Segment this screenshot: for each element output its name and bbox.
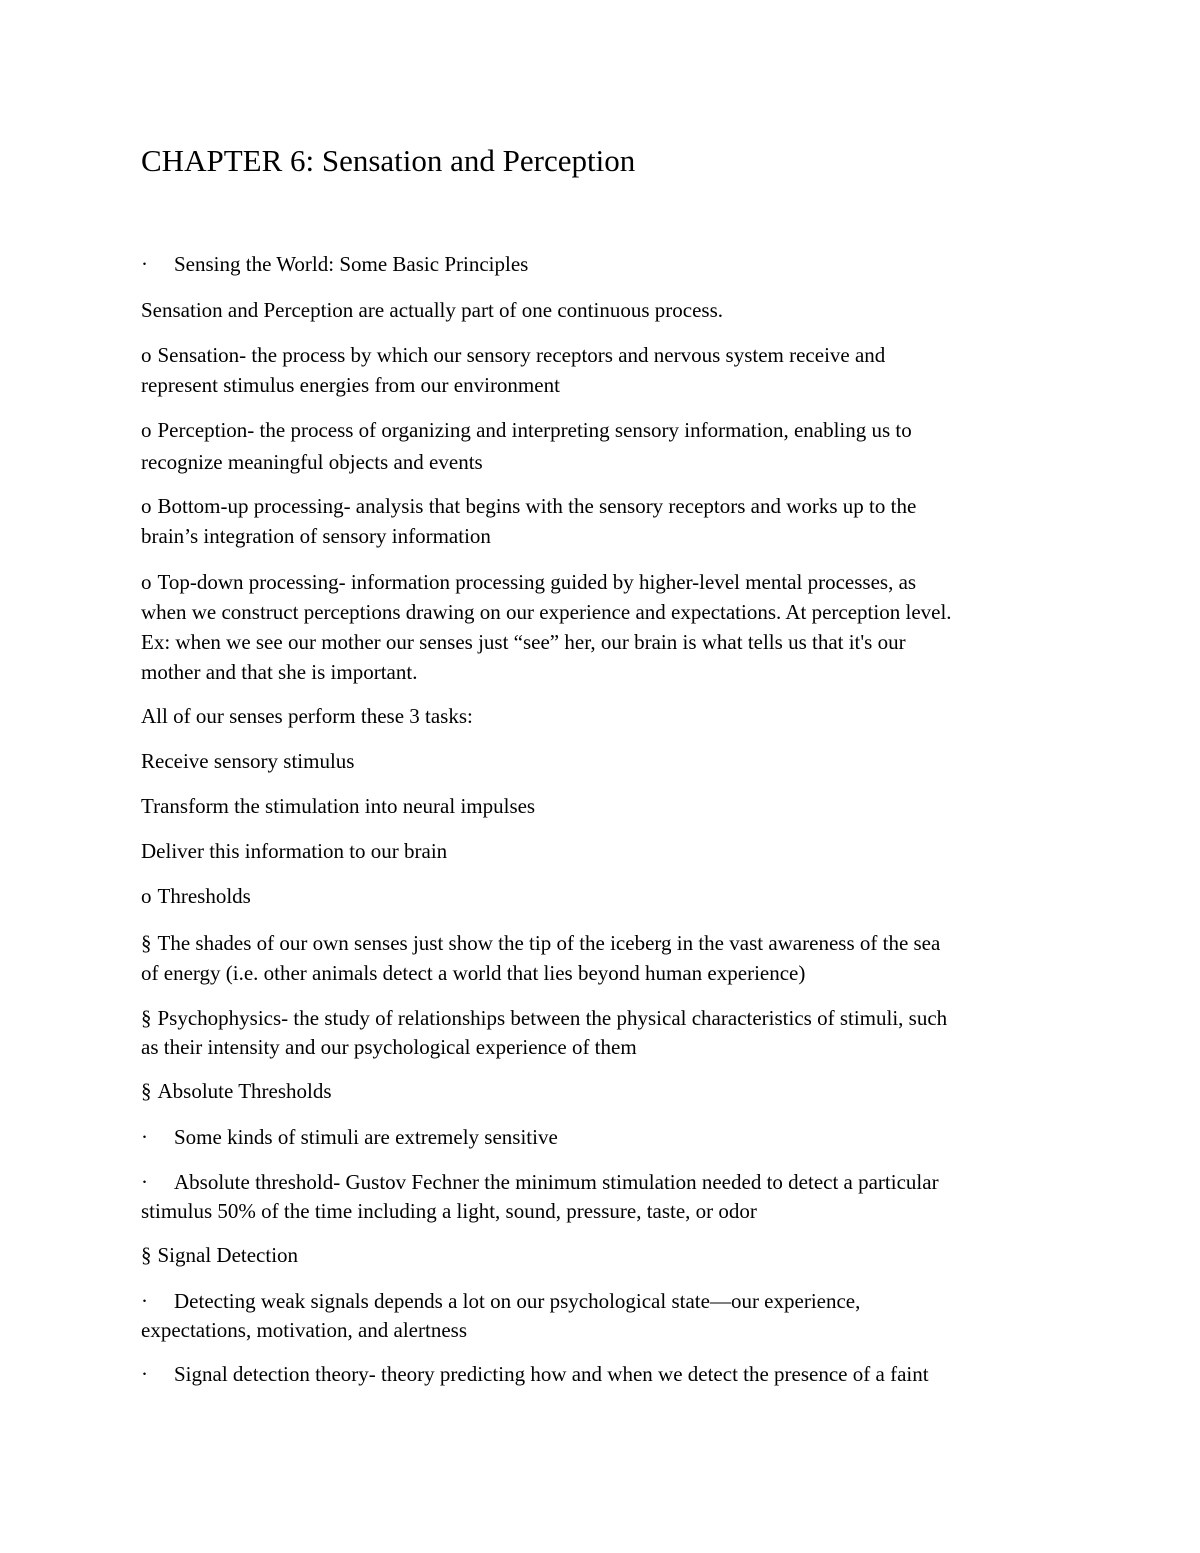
section-marker: § <box>141 1006 152 1030</box>
bullet-item <box>141 249 1071 279</box>
section-item <box>141 1076 1071 1106</box>
sub-item <box>141 567 1071 597</box>
bullet-text: Signal detection theory- theory predicting how and when we detect the presence of a faint <box>174 1362 929 1386</box>
section-item-text: Psychophysics- the study of relationships between the physical characteristics of stimuli, such <box>157 1006 948 1030</box>
sub-item-continuation: when we construct perceptions drawing on our experience and expectations. At perception level. <box>141 600 952 624</box>
bullet-glyph: · <box>141 1125 148 1149</box>
section-item-continuation: as their intensity and our psychological experience of them <box>141 1035 637 1059</box>
circle-marker: o <box>141 343 152 367</box>
paragraph: Sensation and Perception are actually part of one continuous process. <box>141 298 723 322</box>
section-item-text: The shades of our own senses just show the tip of the iceberg in the vast awareness of the sea <box>157 931 941 955</box>
chapter-title: CHAPTER 6: Sensation and Perception <box>141 143 636 178</box>
bullet-item <box>141 1122 1071 1152</box>
circle-marker: o <box>141 884 152 908</box>
sub-item <box>141 340 1071 370</box>
paragraph: Transform the stimulation into neural impulses <box>141 794 536 818</box>
sub-item-text: Top-down processing- information processing guided by higher-level mental processes, as <box>157 570 917 594</box>
section-item-text: Absolute Thresholds <box>157 1079 332 1103</box>
circle-marker: o <box>141 494 152 518</box>
sub-item-continuation: mother and that she is important. <box>141 660 418 684</box>
sub-item-text: Perception- the process of organizing and interpreting sensory information, enabling us to <box>157 418 912 442</box>
sub-item-continuation: Ex: when we see our mother our senses just “see” her, our brain is what tells us that it's our <box>141 630 906 654</box>
bullet-glyph: · <box>141 1289 148 1313</box>
bullet-glyph: · <box>141 1170 148 1194</box>
sub-item <box>141 881 1071 911</box>
section-item <box>141 928 1071 958</box>
section-item-continuation: of energy (i.e. other animals detect a world that lies beyond human experience) <box>141 961 806 985</box>
bullet-text: Absolute threshold- Gustov Fechner the minimum stimulation needed to detect a particular <box>174 1170 939 1194</box>
sub-item-text: Sensation- the process by which our sensory receptors and nervous system receive and <box>157 343 886 367</box>
circle-marker: o <box>141 418 152 442</box>
paragraph: All of our senses perform these 3 tasks: <box>141 704 473 728</box>
section-item <box>141 1003 1071 1033</box>
bullet-item-continuation: expectations, motivation, and alertness <box>141 1318 467 1342</box>
bullet-text: Some kinds of stimuli are extremely sensitive <box>174 1125 558 1149</box>
section-item-text: Signal Detection <box>157 1243 299 1267</box>
bullet-item <box>141 1286 1071 1316</box>
sub-item-continuation: represent stimulus energies from our environment <box>141 373 560 397</box>
paragraph: Deliver this information to our brain <box>141 839 448 863</box>
bullet-glyph: · <box>141 1362 148 1386</box>
bullet-glyph: · <box>141 252 148 276</box>
sub-item <box>141 491 1071 521</box>
bullet-text: Sensing the World: Some Basic Principles <box>174 252 529 276</box>
sub-item <box>141 415 1071 445</box>
section-marker: § <box>141 1243 152 1267</box>
paragraph: Receive sensory stimulus <box>141 749 355 773</box>
bullet-text: Detecting weak signals depends a lot on our psychological state—our experience, <box>174 1289 861 1313</box>
sub-item-text: Bottom-up processing- analysis that begins with the sensory receptors and works up to the <box>157 494 917 518</box>
sub-item-text: Thresholds <box>157 884 251 908</box>
circle-marker: o <box>141 570 152 594</box>
sub-item-continuation: recognize meaningful objects and events <box>141 450 483 474</box>
bullet-item <box>141 1167 1071 1197</box>
bullet-item <box>141 1359 1071 1389</box>
sub-item-continuation: brain’s integration of sensory information <box>141 524 491 548</box>
section-marker: § <box>141 931 152 955</box>
section-item <box>141 1240 1071 1270</box>
bullet-item-continuation: stimulus 50% of the time including a light, sound, pressure, taste, or odor <box>141 1199 757 1223</box>
section-marker: § <box>141 1079 152 1103</box>
